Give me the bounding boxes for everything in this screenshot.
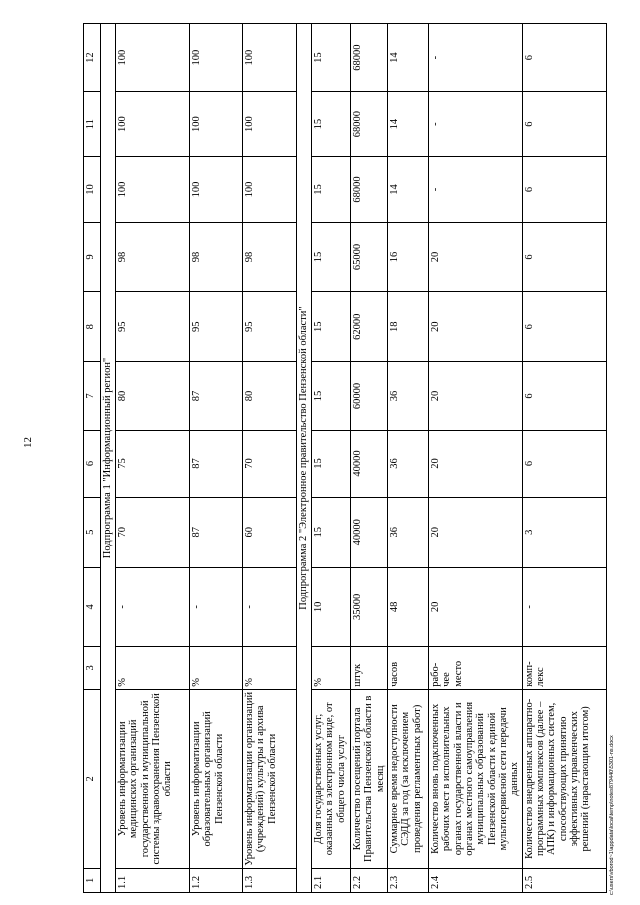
indicator-name: Количество внедренных аппаратно-программных комплексов (далее – АПК) и информационных систем, способствующих принятию эффективных управленческих решений (нарастающим итогом) [522,689,606,868]
value-cell: 70 [243,430,297,497]
value-cell: 20 [428,292,522,362]
value-cell: 87 [190,497,243,567]
column-header: 8 [84,292,101,362]
value-cell: 36 [387,362,428,430]
indicator-row [243,24,297,893]
value-cell: 60 [243,497,297,567]
column-header: 11 [84,92,101,157]
column-header: 2 [84,689,101,868]
value-cell: 10 [312,567,351,646]
value-cell: 100 [243,157,297,223]
value-cell: 6 [522,157,606,223]
value-cell: 15 [312,430,351,497]
value-cell: 16 [387,222,428,291]
indicator-row [522,24,606,893]
value-cell: - [116,567,190,646]
value-cell: 75 [116,430,190,497]
column-header: 12 [84,24,101,92]
value-cell: 100 [116,157,190,223]
value-cell: - [243,567,297,646]
row-number: 2.2 [351,868,388,892]
value-cell: 98 [116,222,190,291]
row-number: 1.2 [190,868,243,892]
value-cell: 20 [428,430,522,497]
indicator-row [428,24,522,893]
row-number: 1.1 [116,868,190,892]
value-cell: 40000 [351,430,388,497]
indicator-row [312,24,351,893]
value-cell: 20 [428,362,522,430]
column-header: 3 [84,646,101,689]
section-title: Подпрограмма 1 "Информационный регион" [101,24,116,893]
column-numbers-row [84,24,101,893]
value-cell: 14 [387,157,428,223]
value-cell: 20 [428,567,522,646]
indicators-table [83,23,607,893]
value-cell: 98 [190,222,243,291]
value-cell: 15 [312,222,351,291]
value-cell: 70 [116,497,190,567]
value-cell: 20 [428,222,522,291]
indicator-name: Количество посещений портала Правительства Пензенской области в месяц [351,689,388,868]
value-cell: 6 [522,24,606,92]
unit-cell: % [190,646,243,689]
value-cell: 15 [312,24,351,92]
value-cell: 100 [190,92,243,157]
value-cell: 18 [387,292,428,362]
value-cell: 68000 [351,24,388,92]
value-cell: 100 [116,92,190,157]
value-cell: 15 [312,362,351,430]
column-header: 10 [84,157,101,223]
value-cell: 48 [387,567,428,646]
value-cell: 6 [522,92,606,157]
column-header: 5 [84,497,101,567]
value-cell: - [428,92,522,157]
indicator-name: Доля государственных услуг, оказанных в электронном виде, от общего числа услуг [312,689,351,868]
indicator-name: Уровень информатизации образовательных организаций Пензенской области [190,689,243,868]
rotated-table-container [83,23,620,893]
column-header: 7 [84,362,101,430]
indicator-name: Уровень информатизации медицинских организаций государственной и муниципальной системы здравоохранения Пензенской области [116,689,190,868]
column-header: 9 [84,222,101,291]
footer-file-path: c:\users\vborod~1\appdata\local\temp\notes879440\5301-ns.docx [609,735,615,895]
row-number: 2.5 [522,868,606,892]
indicator-name: Количество вновь подключенных рабочих мест в исполнительных органах государственной власти и органах местного самоуправления муниципальных образований Пензенской области к единой мультисервисной сети передачи данных [428,689,522,868]
row-number: 2.4 [428,868,522,892]
value-cell: 36 [387,430,428,497]
indicator-name: Уровень информатизации организаций (учреждений) культуры и архива Пензенской области [243,689,297,868]
value-cell: 100 [243,92,297,157]
indicator-row [190,24,243,893]
value-cell: 3 [522,497,606,567]
value-cell: 20 [428,497,522,567]
column-header: 1 [84,868,101,892]
section-title: Подпрограмма 2 "Электронное правительство Пензенской области" [297,24,312,893]
column-header: 6 [84,430,101,497]
value-cell: 80 [116,362,190,430]
value-cell: 100 [243,24,297,92]
value-cell: 95 [243,292,297,362]
indicator-name: Суммарное время недоступности СЭДД за год (за исключением проведения регламентных работ) [387,689,428,868]
value-cell: 15 [312,497,351,567]
indicator-row [116,24,190,893]
value-cell: 36 [387,497,428,567]
row-number: 2.1 [312,868,351,892]
value-cell: - [428,157,522,223]
row-number: 1.3 [243,868,297,892]
value-cell: 80 [243,362,297,430]
unit-cell: % [116,646,190,689]
value-cell: 15 [312,292,351,362]
value-cell: - [522,567,606,646]
indicator-row [387,24,428,893]
value-cell: 62000 [351,292,388,362]
unit-cell: комп-лекс [522,646,606,689]
value-cell: 95 [116,292,190,362]
value-cell: 15 [312,92,351,157]
value-cell: 6 [522,362,606,430]
value-cell: 6 [522,222,606,291]
value-cell: 100 [190,24,243,92]
value-cell: 35000 [351,567,388,646]
value-cell: 14 [387,92,428,157]
value-cell: 14 [387,24,428,92]
value-cell: 87 [190,430,243,497]
row-number: 2.3 [387,868,428,892]
value-cell: 6 [522,292,606,362]
section-row [297,24,312,893]
value-cell: 100 [190,157,243,223]
value-cell: 6 [522,430,606,497]
value-cell: 100 [116,24,190,92]
page-number: 12 [22,437,34,448]
value-cell: 68000 [351,92,388,157]
unit-cell: рабо-чее место [428,646,522,689]
column-header: 4 [84,567,101,646]
value-cell: 68000 [351,157,388,223]
unit-cell: штук [351,646,388,689]
unit-cell: часов [387,646,428,689]
indicator-row [351,24,388,893]
unit-cell: % [243,646,297,689]
value-cell: 15 [312,157,351,223]
value-cell: 95 [190,292,243,362]
value-cell: 98 [243,222,297,291]
value-cell: 60000 [351,362,388,430]
section-row [101,24,116,893]
value-cell: - [428,24,522,92]
value-cell: 40000 [351,497,388,567]
value-cell: 87 [190,362,243,430]
value-cell: 65000 [351,222,388,291]
value-cell: - [190,567,243,646]
unit-cell: % [312,646,351,689]
